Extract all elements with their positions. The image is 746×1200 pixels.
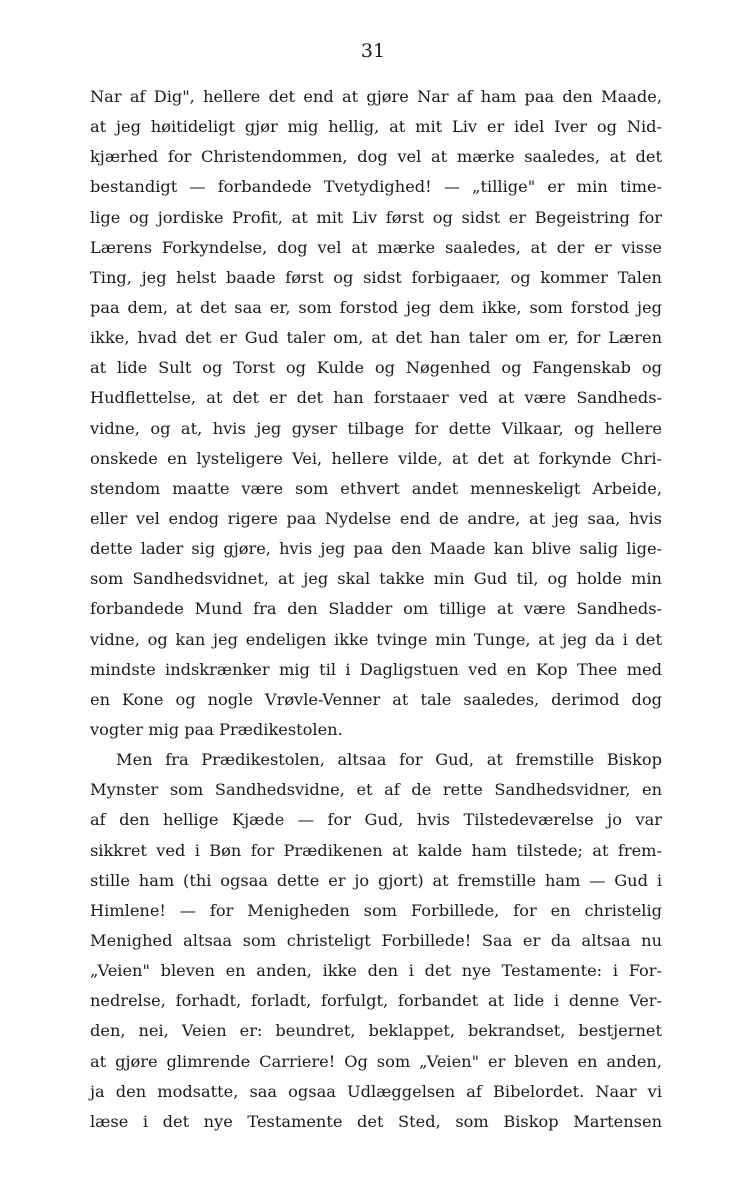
text-line: sikkret ved i Bøn for Prædikenen at kalde ham tilstede; at frem-	[90, 840, 662, 860]
text-line: ja den modsatte, saa ogsaa Udlæggelsen af Bibelordet. Naar vi	[90, 1081, 662, 1101]
text-line: Lærens Forkyndelse, dog vel at mærke saaledes, at der er visse	[90, 237, 662, 257]
text-line: nedrelse, forhadt, forladt, forfulgt, forbandet at lide i denne Ver-	[90, 991, 662, 1011]
text-line: vidne, og at, hvis jeg gyser tilbage for dette Vilkaar, og hellere	[90, 418, 662, 438]
text-line: Nar af Dig", hellere det end at gjøre Nar af ham paa den Maade,	[90, 87, 662, 106]
text-line: stendom maatte være som ethvert andet menneskeligt Arbeide,	[90, 478, 662, 498]
text-line: en Kone og nogle Vrøvle-Venner at tale saaledes, derimod dog	[90, 689, 662, 709]
text-line: paa dem, at det saa er, som forstod jeg dem ikke, som forstod jeg	[90, 297, 662, 317]
text-line: læse i det nye Testamente det Sted, som Biskop Martensen	[90, 1111, 662, 1131]
page-number: 31	[360, 40, 386, 62]
text-line: som Sandhedsvidnet, at jeg skal takke min Gud til, og holde min	[90, 569, 662, 589]
text-line: vogter mig paa Prædikestolen.	[90, 719, 343, 739]
text-line: „Veien" bleven en anden, ikke den i det nye Testamente: i For-	[90, 961, 662, 981]
text-line: forbandede Mund fra den Sladder om tillige at være Sandheds-	[90, 599, 662, 619]
text-line: bestandigt — forbandede Tvetydighed! — „tillige" er min time-	[90, 177, 662, 197]
text-line: kjærhed for Christendommen, dog vel at mærke saaledes, at det	[90, 147, 662, 167]
text-line: onskede en lysteligere Vei, hellere vilde, at det at forkynde Chri-	[90, 448, 662, 468]
text-line: Himlene! — for Menigheden som Forbillede, for en christelig	[90, 900, 662, 920]
text-line: Men fra Prædikestolen, altsaa for Gud, at fremstille Biskop	[116, 750, 662, 770]
text-line: lige og jordiske Profit, at mit Liv først og sidst er Begeistring for	[90, 207, 662, 227]
text-line: at gjøre glimrende Carriere! Og som „Veien" er bleven en anden,	[90, 1051, 662, 1071]
text-line: Hudflettelse, at det er det han forstaaer ved at være Sandheds-	[90, 388, 662, 408]
text-line: at jeg høitideligt gjør mig hellig, at mit Liv er idel Iver og Nid-	[90, 117, 662, 137]
text-line: den, nei, Veien er: beundret, beklappet, bekrandset, bestjernet	[90, 1021, 662, 1041]
text-line: stille ham (thi ogsaa dette er jo gjort) at fremstille ham — Gud i	[90, 870, 662, 890]
text-line: Ting, jeg helst baade først og sidst forbigaaer, og kommer Talen	[90, 267, 662, 287]
text-line: ikke, hvad det er Gud taler om, at det han taler om er, for Læren	[90, 328, 662, 348]
text-line: mindste indskrænker mig til i Dagligstuen ved en Kop Thee med	[90, 659, 662, 679]
text-line: vidne, og kan jeg endeligen ikke tvinge min Tunge, at jeg da i det	[90, 629, 662, 649]
text-line: dette lader sig gjøre, hvis jeg paa den Maade kan blive salig lige-	[90, 539, 662, 559]
text-line: af den hellige Kjæde — for Gud, hvis Tilstedeværelse jo var	[90, 810, 662, 830]
text-line: Mynster som Sandhedsvidne, et af de rette Sandhedsvidner, en	[90, 780, 662, 800]
text-line: at lide Sult og Torst og Kulde og Nøgenhed og Fangenskab og	[90, 358, 662, 378]
text-line: eller vel endog rigere paa Nydelse end de andre, at jeg saa, hvis	[90, 508, 662, 528]
text-line: Menighed altsaa som christeligt Forbillede! Saa er da altsaa nu	[90, 930, 662, 950]
body-text	[90, 82, 662, 1137]
